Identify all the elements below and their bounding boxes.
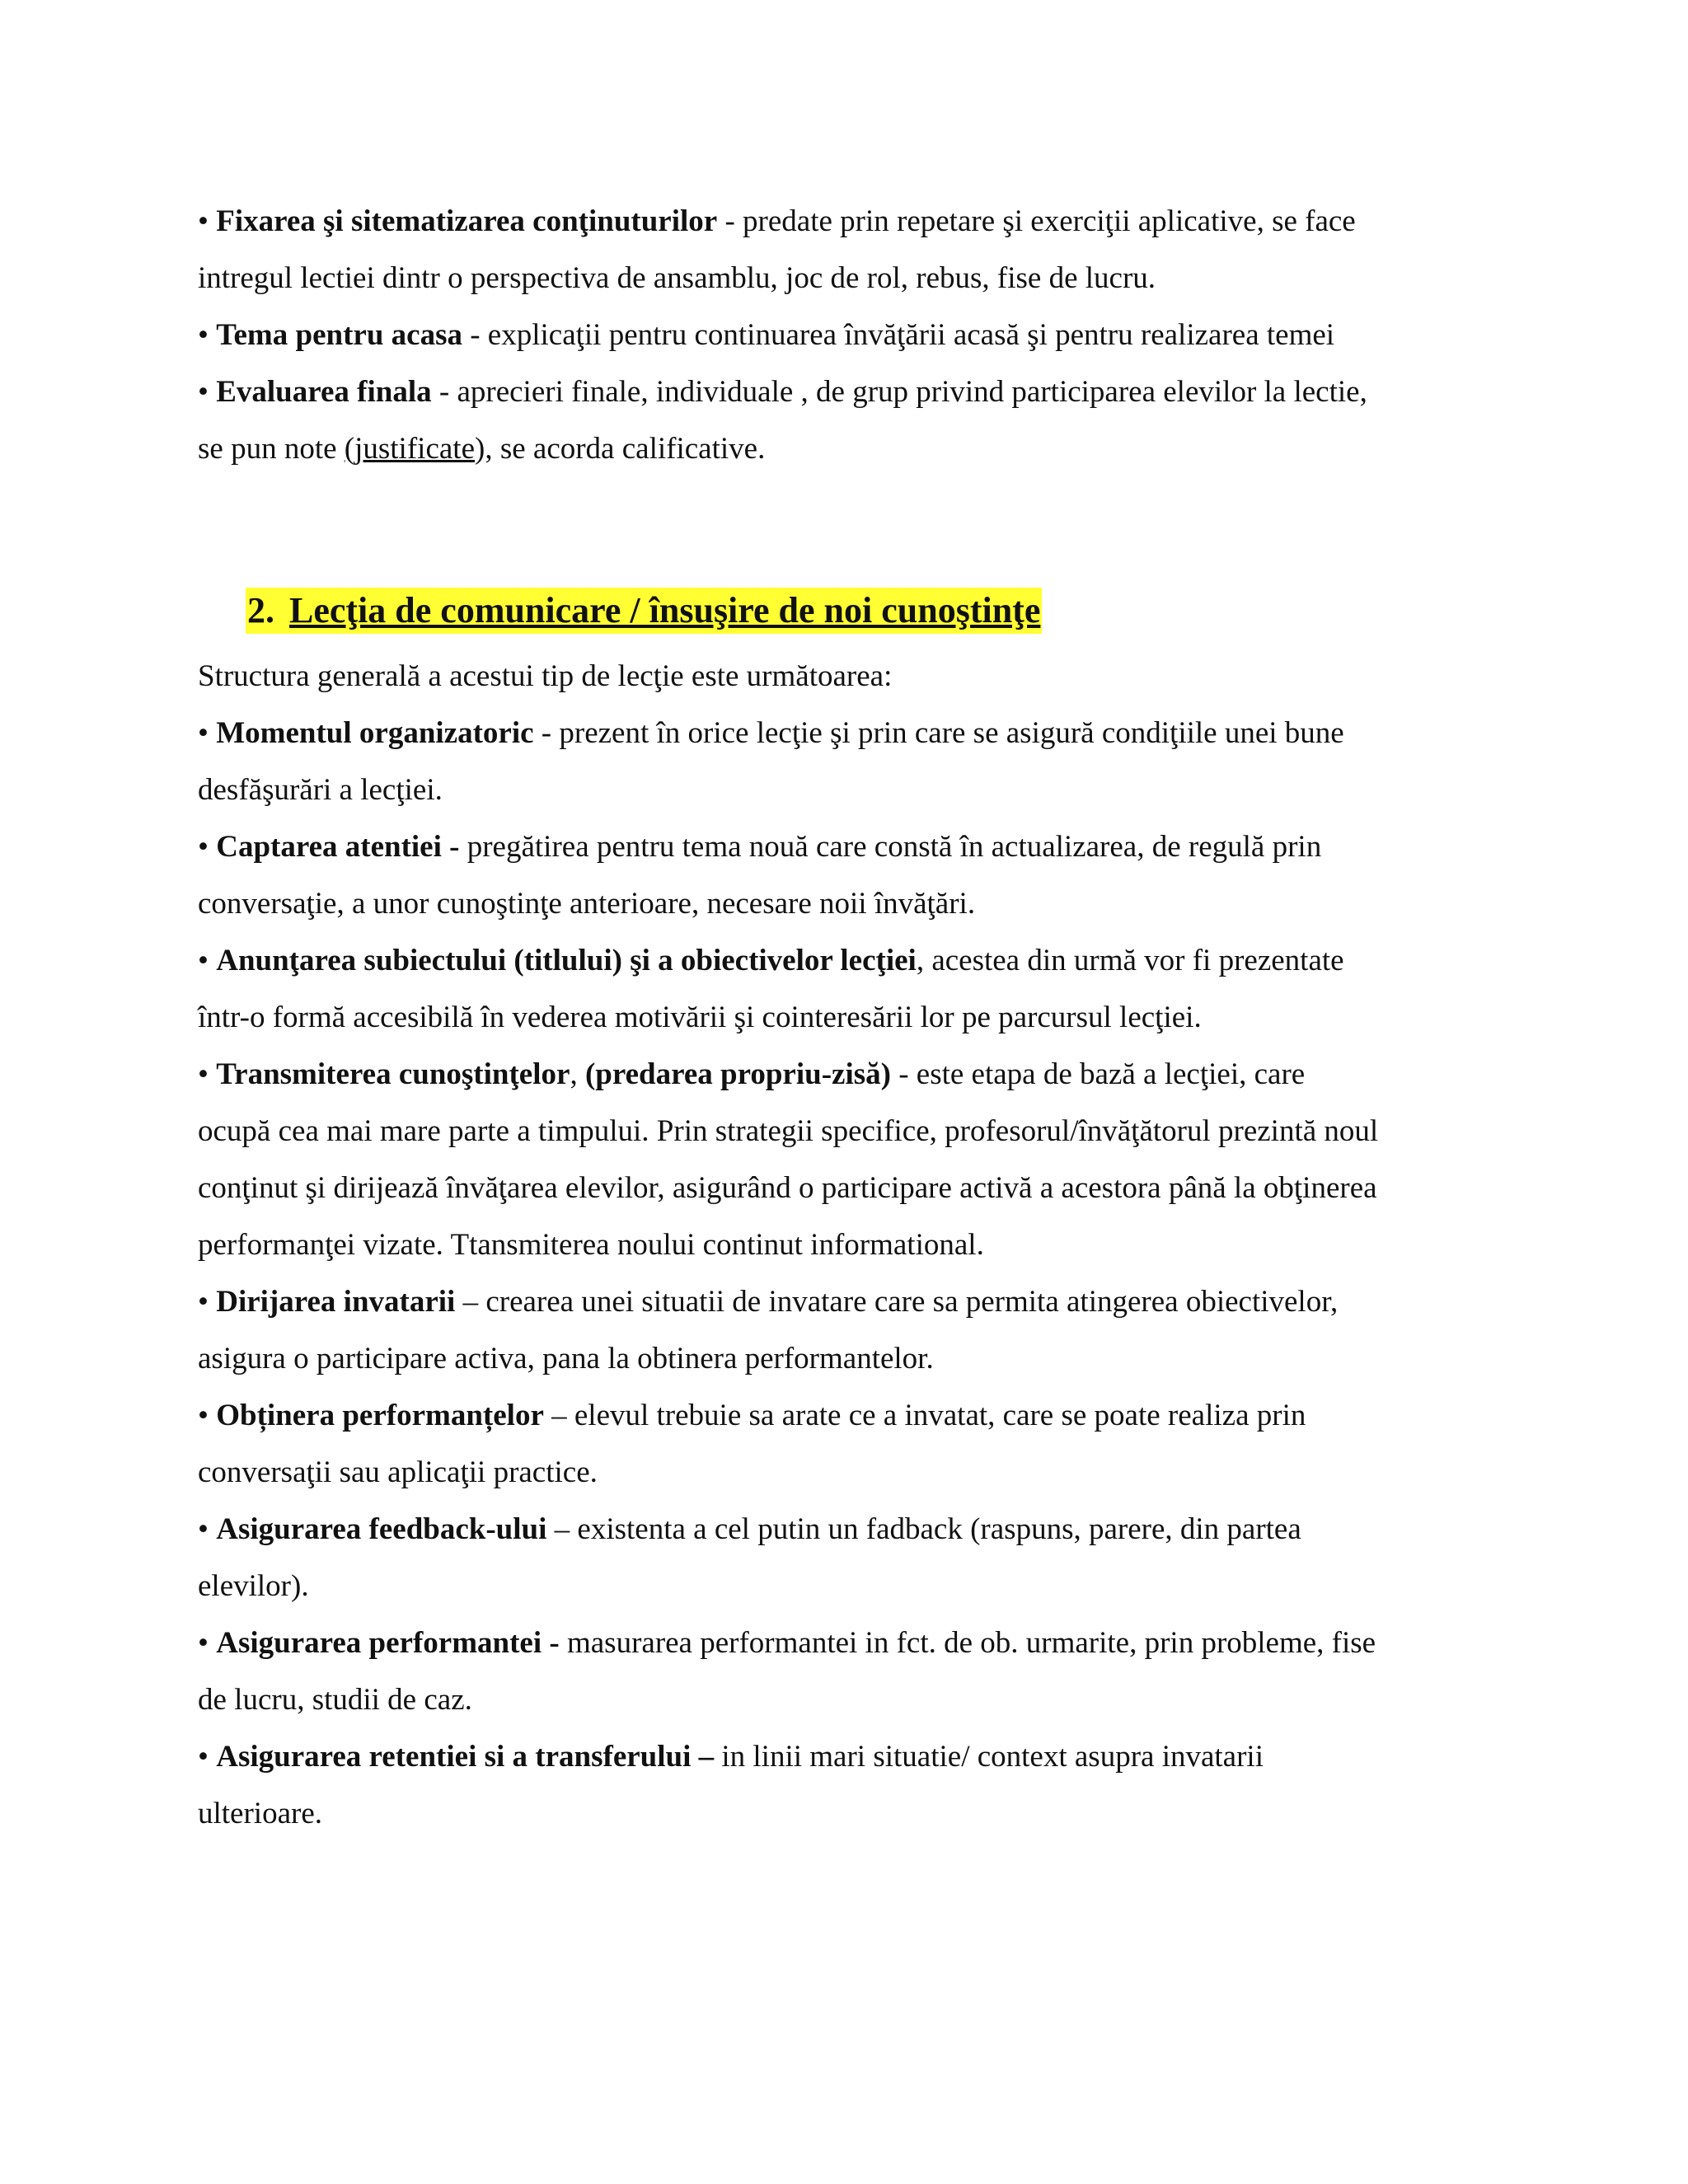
item-fixarea-text-1: - predate prin repetare şi exerciţii aplicative, se face <box>717 204 1356 238</box>
item-transmiterea-label: Transmiterea cunoştinţelor <box>216 1057 570 1091</box>
item-evaluarea-line-1 <box>198 363 1517 420</box>
item-fixarea-label: Fixarea şi sitematizarea conţinuturilor <box>216 204 718 238</box>
section-number: 2. <box>247 590 274 630</box>
item-anuntarea-text-2: într-o formă accesibilă în vederea motivării şi cointeresării lor pe parcursul lecţiei. <box>198 1001 1202 1034</box>
item-captarea-text-1: pregătirea pentru tema nouă care constă în actualizarea, de regulă prin <box>459 830 1322 864</box>
item-retentiei-line-1 <box>198 1728 1517 1785</box>
item-feedback-label: Asigurarea feedback-ului <box>216 1512 547 1546</box>
item-retentiei-text-1: in linii mari situatie/ context asupra invatarii <box>714 1740 1264 1774</box>
section-intro: Structura generală a acestui tip de lecţie este următoarea: <box>198 659 893 693</box>
item-transmiterea-label-2: (predarea propriu-zisă) <box>584 1057 891 1091</box>
item-evaluarea-justificate: (justificate <box>344 432 475 466</box>
bullet: • <box>198 716 209 750</box>
item-performantei-line-1 <box>198 1615 1517 1671</box>
item-dirijarea-label: Dirijarea invatarii <box>216 1285 456 1319</box>
item-performantei-text-2: de lucru, studii de caz. <box>198 1683 472 1717</box>
item-feedback-text-1: – existenta a cel putin un fadback (raspuns, parere, din partea <box>546 1512 1301 1546</box>
item-feedback-line-1 <box>198 1501 1517 1558</box>
section-heading <box>246 588 1517 648</box>
item-captarea-label: Captarea atentiei - <box>216 830 460 864</box>
item-momentul-text-1: - prezent în orice lecţie şi prin care se asigură condiţiile unei bune <box>533 716 1344 750</box>
item-momentul-text-2: desfăşurări a lecţiei. <box>198 773 443 807</box>
item-anuntarea-line-1 <box>198 932 1517 989</box>
item-performantei-label: Asigurarea performantei - <box>216 1626 560 1660</box>
item-retentiei-text-2: ulterioare. <box>198 1797 322 1830</box>
item-performantei-text-1: masurarea performantei in fct. de ob. urmarite, prin probleme, fise <box>559 1626 1376 1660</box>
bullet: • <box>198 1512 209 1546</box>
item-anuntarea-label: Anunţarea subiectului (titlului) şi a obiectivelor lecţiei <box>216 944 917 977</box>
item-obtinera-label: Obținera performanțelor <box>216 1399 544 1432</box>
item-evaluarea-text-1: - aprecieri finale, individuale , de grup privind participarea elevilor la lectie, <box>431 375 1367 409</box>
bullet: • <box>198 1399 209 1432</box>
item-momentul-line-1 <box>198 705 1517 762</box>
bullet: • <box>198 944 209 977</box>
item-captarea-line-1 <box>198 818 1517 875</box>
item-feedback-text-2: elevilor). <box>198 1569 309 1603</box>
item-obtinera-line-1 <box>198 1387 1517 1444</box>
item-fixarea-line-1 <box>198 193 1517 250</box>
item-tema-text-1: - explicaţii pentru continuarea învăţării acasă şi pentru realizarea temei <box>462 318 1335 352</box>
section-title: Lecţia de comunicare / însuşire de noi cunoştinţe <box>289 590 1041 630</box>
item-transmiterea-text-2: ocupă cea mai mare parte a timpului. Prin strategii specifice, profesorul/învăţătorul prezintă noul <box>198 1114 1379 1148</box>
item-transmiterea-text-3: conţinut şi dirijează învăţarea elevilor, asigurând o participare activă a acestora până la obţinerea <box>198 1171 1377 1205</box>
item-transmiterea-text-4: performanţei vizate. Ttansmiterea noului continut informational. <box>198 1228 984 1262</box>
item-transmiterea-text-1: - este etapa de bază a lecţiei, care <box>890 1057 1306 1091</box>
document-page <box>198 193 1517 1842</box>
bullet: • <box>198 1740 209 1774</box>
item-dirijarea-text-1: – crearea unei situatii de invatare care sa permita atingerea obiectivelor, <box>455 1285 1339 1319</box>
item-fixarea-text-2: intregul lectiei dintr o perspectiva de ansamblu, joc de rol, rebus, fise de lucru. <box>198 261 1156 295</box>
bullet: • <box>198 1285 209 1319</box>
item-anuntarea-text-1: , acestea din urmă vor fi prezentate <box>916 944 1344 977</box>
bullet: • <box>198 375 209 409</box>
item-transmiterea-sep: , <box>570 1057 585 1091</box>
item-transmiterea-line-1 <box>198 1046 1517 1103</box>
item-momentul-label: Momentul organizatoric <box>216 716 534 750</box>
item-retentiei-label: Asigurarea retentiei si a transferului – <box>216 1740 715 1774</box>
item-evaluarea-line-2 <box>198 420 1517 477</box>
item-obtinera-text-2: conversaţii sau aplicaţii practice. <box>198 1455 598 1489</box>
item-obtinera-text-1: – elevul trebuie sa arate ce a invatat, care se poate realiza prin <box>543 1399 1306 1432</box>
item-dirijarea-line-1 <box>198 1273 1517 1330</box>
bullet: • <box>198 318 209 352</box>
item-dirijarea-text-2: asigura o participare activa, pana la obtinera performantelor. <box>198 1342 934 1376</box>
item-captarea-text-2: conversaţie, a unor cunoştinţe anterioare, necesare noii învăţări. <box>198 887 976 921</box>
item-evaluarea-text-2a: se pun note <box>198 432 345 466</box>
section-heading-highlight <box>246 588 1042 634</box>
bullet: • <box>198 1626 209 1660</box>
item-evaluarea-text-2b: ), se acorda calificative. <box>475 432 766 466</box>
item-tema-label: Tema pentru acasa <box>216 318 462 352</box>
bullet: • <box>198 830 209 864</box>
item-tema-line-1 <box>198 307 1517 363</box>
item-evaluarea-label: Evaluarea finala <box>216 375 432 409</box>
bullet: • <box>198 1057 209 1091</box>
bullet: • <box>198 204 209 238</box>
